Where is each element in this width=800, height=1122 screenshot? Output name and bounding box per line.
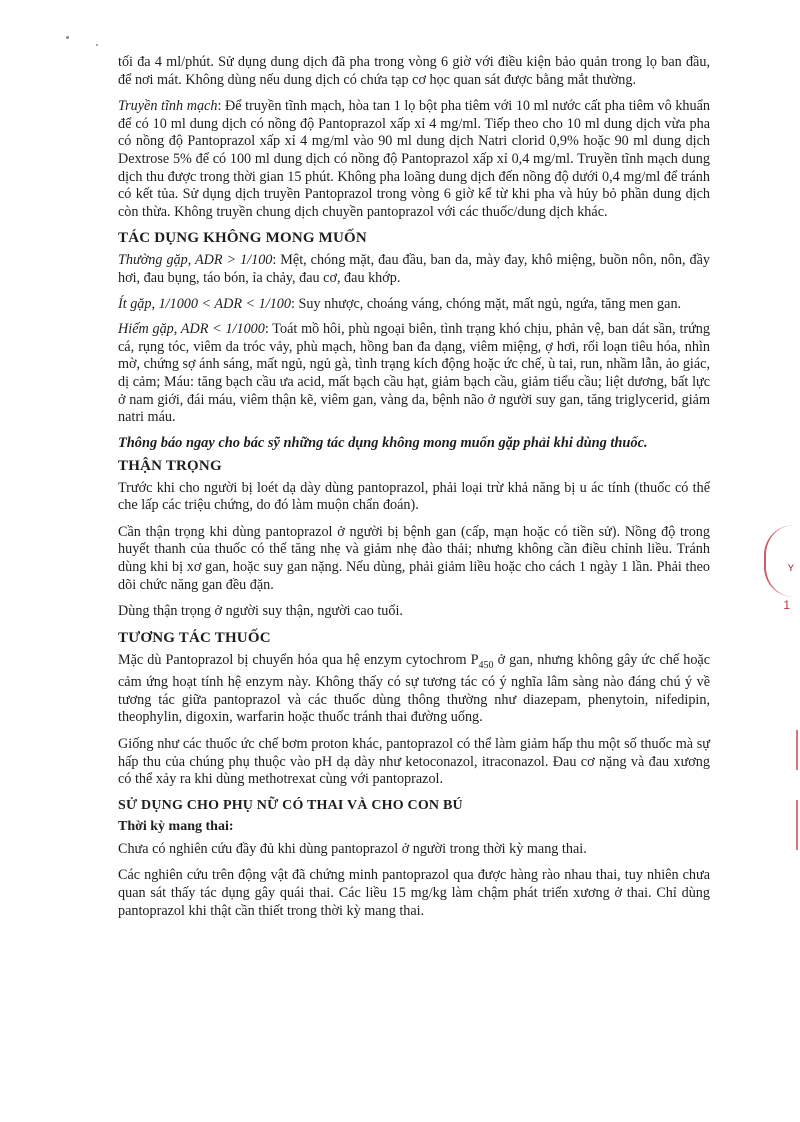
adverse-common: [118, 252, 710, 287]
stamp-fragment: [764, 525, 800, 597]
pregnancy-paragraph: Các nghiên cứu trên động vật đã chứng minh pantoprazol qua được hàng rào nhau thai, tuy nhiên chưa quan sát thấy tác dụng gây quái thai. Các liều 15 mg/kg làm chậm phát triển xương ở thai. Chỉ dùng pantoprazol khi thật cần thiết trong thời kỳ mang thai.: [118, 867, 710, 919]
edge-mark: [796, 800, 798, 850]
stamp-mark: 1: [783, 598, 790, 612]
adverse-uncommon: [118, 296, 710, 314]
stamp-mark: ʏ: [787, 560, 794, 574]
paragraph: tối đa 4 ml/phút. Sử dụng dung dịch đã pha trong vòng 6 giờ với điều kiện bảo quản trong lọ ban đầu, để nơi mát. Không dùng nếu dung dịch có chứa tạp cơ học quan sát được bằng mắt thường.: [118, 54, 710, 88]
adverse-common-lead: Thường gặp, ADR > 1/100: [118, 252, 273, 269]
adverse-notice: Thông báo ngay cho bác sỹ những tác dụng không mong muốn gặp phải khi dùng thuốc.: [118, 434, 648, 451]
precautions-paragraph: Cần thận trọng khi dùng pantoprazol ở người bị bệnh gan (cấp, mạn hoặc có tiền sử). Nồng độ trong huyết thanh của thuốc có thể tăng nhẹ và giảm nhẹ đào thải; nhưng không cần điều chỉnh liều. Tránh dùng khi bị xơ gan, hoặc suy gan nặng. Nếu dùng, phải giảm liều hoặc cho cách 1 ngày 1 lần. Phải theo dõi chức năng gan đều đặn.: [118, 523, 710, 593]
interactions-text-after: ở gan, nhưng không gây ức chế hoặc cảm ứng hoạt tính hệ enzym này. Không thấy có sự tương tác có ý nghĩa lâm sàng nào đáng chú ý về tương tác giữa pantoprazol và các thuốc dùng thông thường như diazepam, phenytoin, nifedipin, theophylin, digoxin, warfarin hoặc thuốc tránh thai đường uống.: [118, 651, 711, 726]
interactions-paragraph: Giống như các thuốc ức chế bơm proton khác, pantoprazol có thể làm giảm hấp thu một số thuốc mà sự hấp thu của chúng phụ thuộc vào pH dạ dày như ketoconazol, itraconazol. Đau cơ nặng và đau xương có thể xảy ra khi dùng methotrexat cùng với pantoprazol.: [118, 736, 710, 788]
scan-speck: [96, 44, 98, 46]
interactions-text-before: Mặc dù Pantoprazol bị chuyển hóa qua hệ enzym cytochrom P: [118, 651, 479, 668]
precautions-paragraph: Trước khi cho người bị loét dạ dày dùng pantoprazol, phải loại trừ khả năng bị u ác tính (thuốc có thể che lấp các triệu chứng, do đó làm muộn chẩn đoán).: [118, 479, 710, 514]
scan-speck: [66, 36, 69, 39]
subheading-pregnancy-period: Thời kỳ mang thai:: [118, 818, 234, 834]
adverse-rare: [118, 321, 710, 427]
section-heading-interactions: TƯƠNG TÁC THUỐC: [118, 629, 271, 646]
adverse-uncommon-lead: Ít gặp, 1/1000 < ADR < 1/100: [118, 295, 291, 312]
infusion-lead: Truyền tĩnh mạch: [118, 98, 218, 115]
adverse-rare-lead: Hiếm gặp, ADR < 1/1000: [118, 321, 265, 338]
edge-mark: [796, 730, 798, 770]
interactions-paragraph: [118, 652, 710, 727]
adverse-uncommon-text: : Suy nhược, choáng váng, chóng mặt, mất ngủ, ngứa, tăng men gan.: [290, 295, 682, 312]
cytochrom-subscript: 450: [478, 659, 494, 671]
adverse-common-text: : Mệt, chóng mặt, đau đầu, ban da, mày đay, khô miệng, buồn nôn, nôn, đầy hơi, đau bụng, táo bón, ỉa chảy, đau cơ, đau khớp.: [118, 252, 710, 286]
document-page: [118, 54, 710, 929]
pregnancy-paragraph: Chưa có nghiên cứu đầy đủ khi dùng pantoprazol ở người trong thời kỳ mang thai.: [118, 840, 587, 857]
section-heading-precautions: THẬN TRỌNG: [118, 457, 222, 474]
adverse-rare-text: : Toát mồ hôi, phù ngoại biên, tình trạng khó chịu, phản vệ, ban dát sần, trứng cá, rụng tóc, viêm da tróc vảy, phù mạch, hồng ban đa dạng, viêm miệng, ợ hơi, rối loạn tiêu hóa, nhìn mờ, chứng sợ ánh sáng, mất ngủ, ngủ gà, tình trạng kích động hoặc ức chế, ù tai, run, nhầm lẫn, ảo giác, dị cảm; Máu: tăng bạch cầu ưa acid, mất bạch cầu hạt, giảm bạch cầu, giảm tiểu cầu; liệt dương, bất lực ở nam giới, đái máu, viêm thận kẽ, viêm gan, vàng da, bệnh não ở người suy gan, tăng triglycerid, giảm natri máu.: [118, 321, 710, 426]
infusion-paragraph: [118, 98, 710, 221]
section-heading-pregnancy: SỬ DỤNG CHO PHỤ NỮ CÓ THAI VÀ CHO CON BÚ: [118, 797, 463, 813]
section-heading-adverse: TÁC DỤNG KHÔNG MONG MUỐN: [118, 230, 367, 247]
infusion-text: : Để truyền tĩnh mạch, hòa tan 1 lọ bột pha tiêm với 10 ml nước cất pha tiêm vô khuẩn để có 10 ml dung dịch có nồng độ Pantoprazol xấp xỉ 4 mg/ml. Tiếp theo cho 10 ml dung dịch vừa pha có nồng độ Pantoprazol xấp xỉ 4 mg/ml vào 90 ml dung dịch Natri clorid 0,9% hoặc 90 ml dung dịch Dextrose 5% để có 100 ml dung dịch có nồng độ Pantoprazol xấp xỉ 0,4 mg/ml. Truyền tĩnh mạch dung dịch thu được trong thời gian 15 phút. Không pha loãng dung dịch đến nồng độ dưới 0,4 mg/ml để tránh có kết tủa. Sử dụng dịch truyền Pantoprazol trong vòng 6 giờ kể từ khi pha và hủy bỏ phần dung dịch còn thừa. Không truyền chung dịch chuyền pantoprazol với các thuốc/dung dịch khác.: [118, 98, 710, 220]
precautions-paragraph: Dùng thận trọng ở người suy thận, người cao tuổi.: [118, 603, 403, 620]
